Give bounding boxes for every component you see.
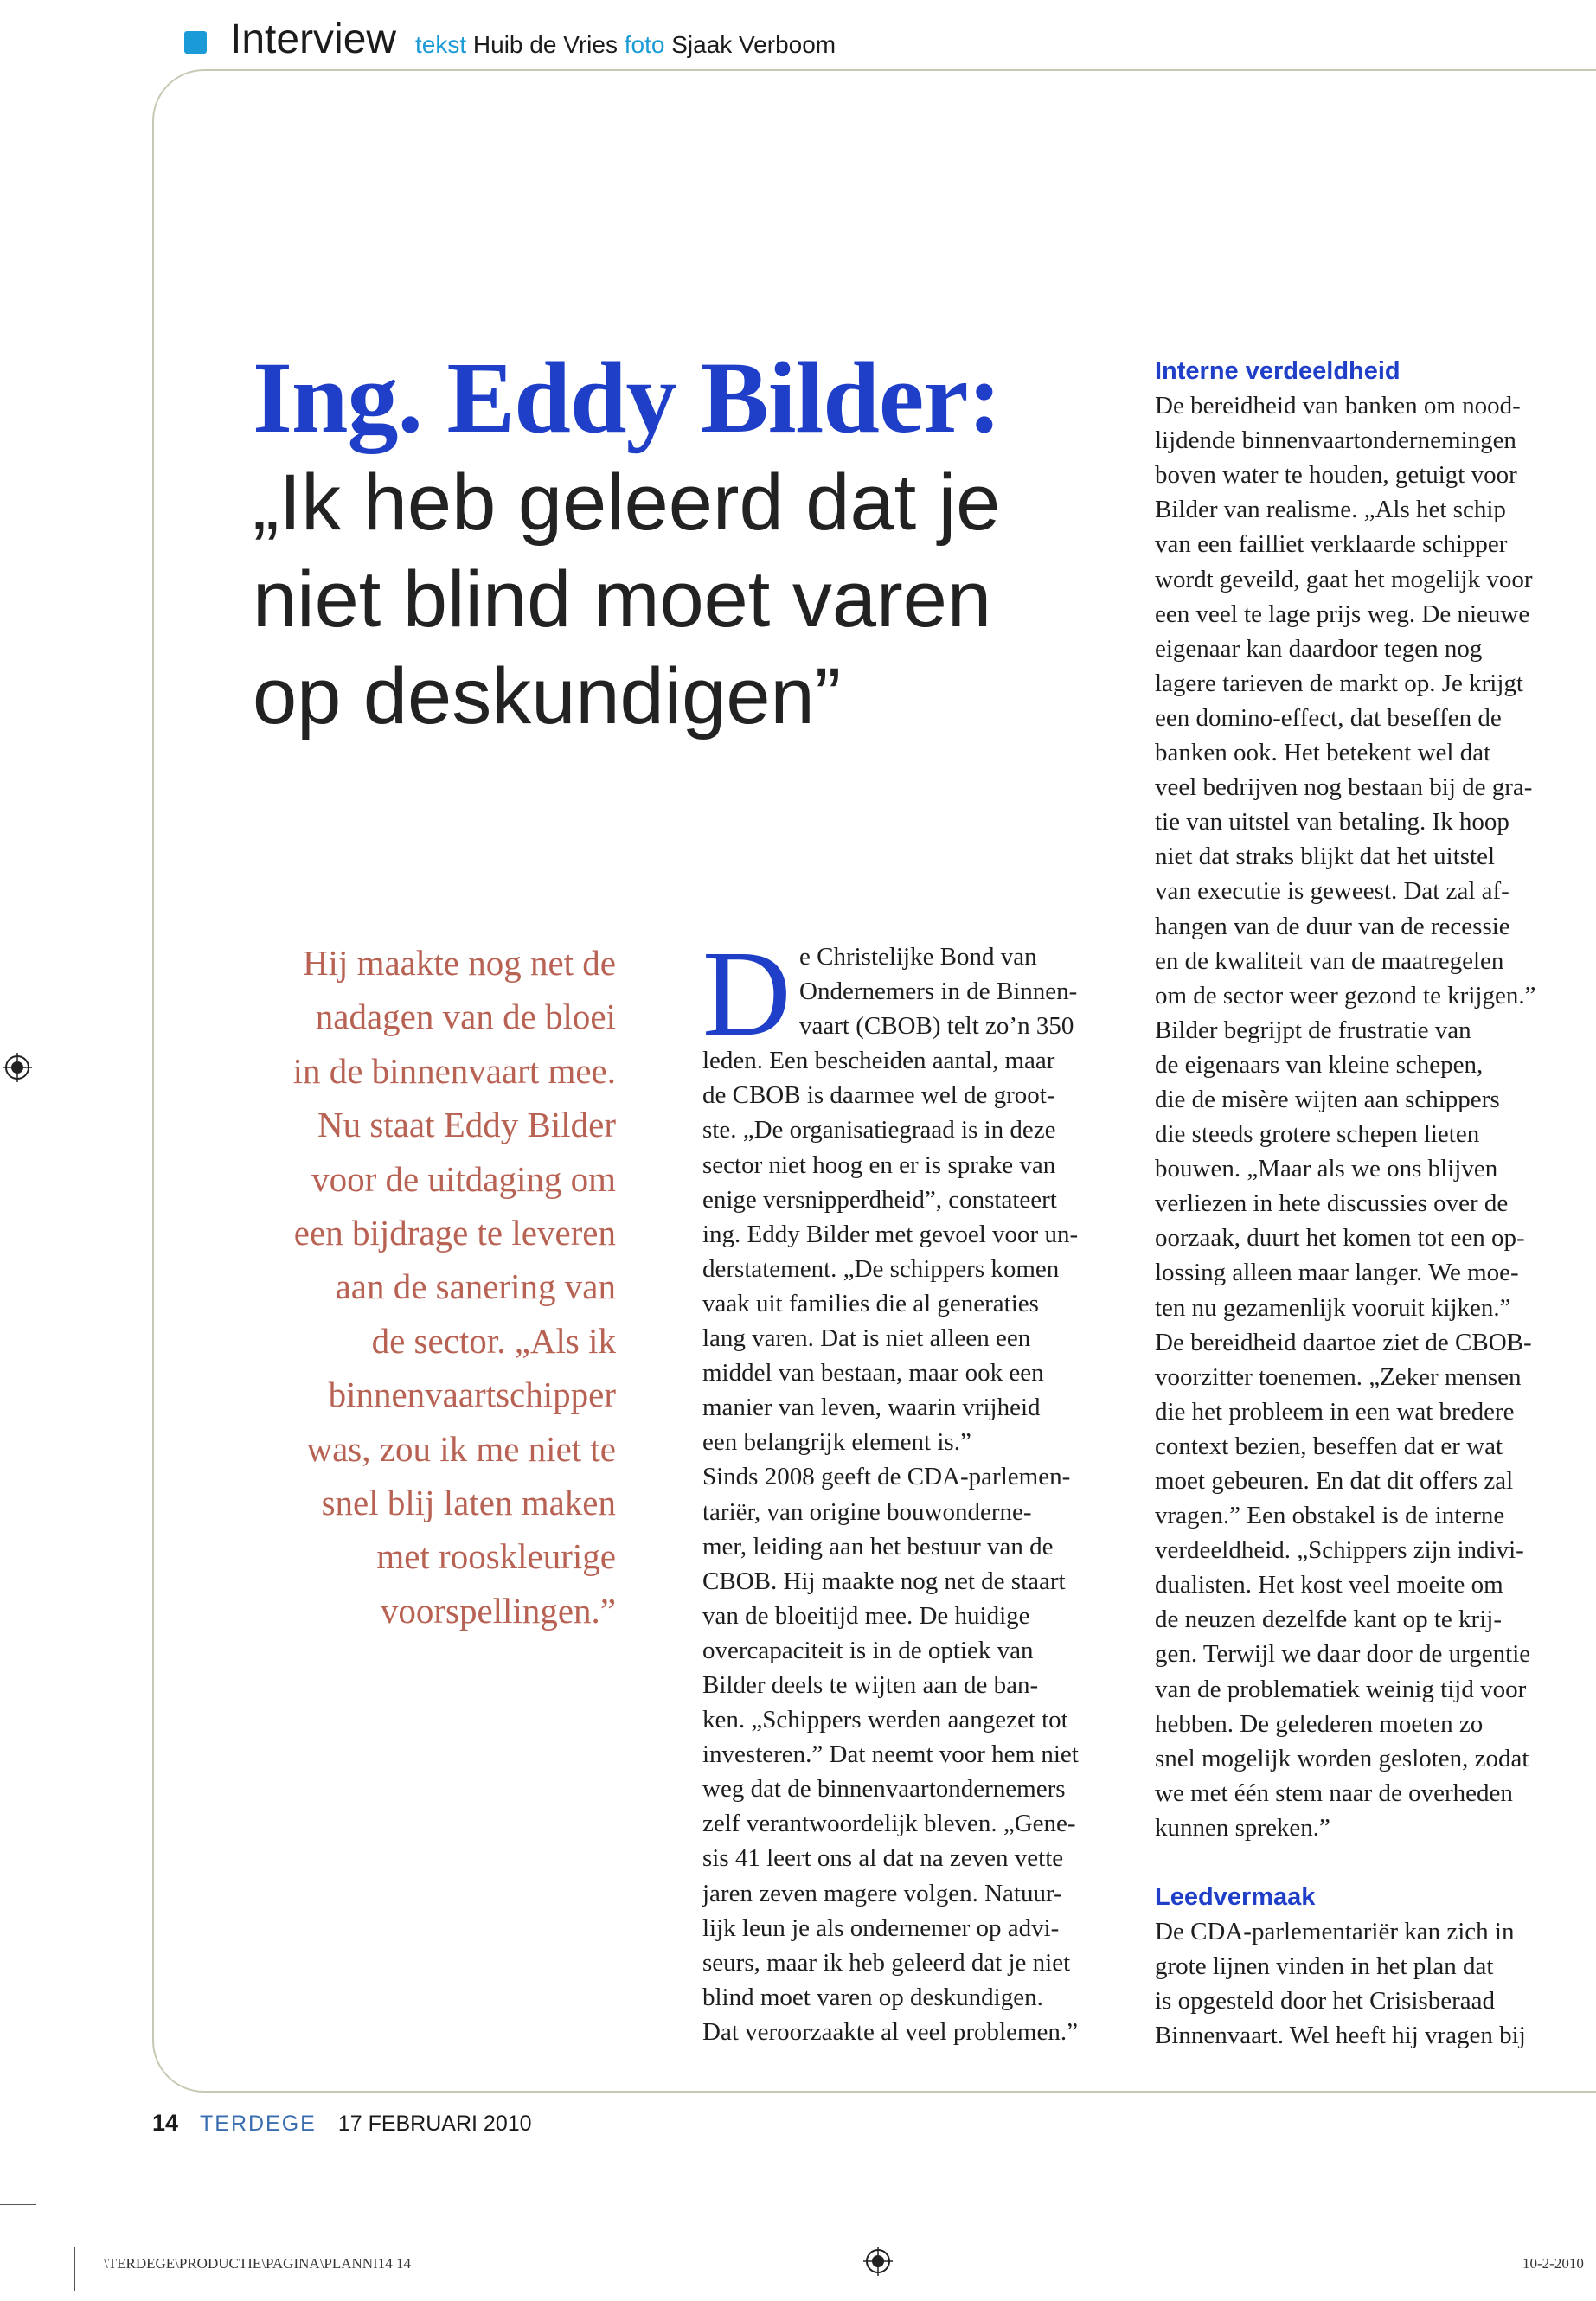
- body-line: een belangrijk element is.”: [702, 1428, 971, 1457]
- page-number: 14: [152, 2110, 179, 2136]
- credit-photo-name: Sjaak Verboom: [671, 31, 836, 58]
- body-line: Binnenvaart. Wel heeft hij vragen bij: [1155, 2022, 1526, 2050]
- body-line: oorzaak, duurt het komen tot een op-: [1155, 1224, 1525, 1253]
- body-line: dualisten. Het kost veel moeite om: [1155, 1571, 1503, 1599]
- body-column-1: [702, 925, 1126, 2049]
- article-subtitle: [253, 454, 1031, 745]
- registration-mark-icon: [3, 1053, 32, 1082]
- body-line: lijdende binnenvaartondernemingen: [1155, 426, 1516, 455]
- body-line: Ondernemers in de Binnen-: [799, 977, 1078, 1006]
- subtitle-line: op deskundigen”: [253, 652, 842, 740]
- section-marker-square: [184, 31, 207, 54]
- body-line: lagere tarieven de markt op. Je krijgt: [1155, 669, 1523, 697]
- body-line: lang varen. Dat is niet alleen een: [702, 1324, 1031, 1353]
- pull-quote-line: Hij maakte nog net de: [302, 943, 616, 983]
- pull-quote-line: de sector. „Als ik: [371, 1320, 616, 1361]
- pull-quote-line: snel blij laten maken: [321, 1483, 616, 1523]
- pull-quote-line: met rooskleurige: [376, 1536, 616, 1577]
- body-line: jaren zeven magere volgen. Natuur-: [702, 1879, 1062, 1907]
- body-line: we met één stem naar de overheden: [1155, 1779, 1513, 1807]
- pull-quote-line: een bijdrage te leveren: [293, 1213, 616, 1253]
- body-line: ing. Eddy Bilder met gevoel voor un-: [702, 1220, 1079, 1248]
- pull-quote-line: voorspellingen.”: [380, 1590, 616, 1631]
- body-line: bouwen. „Maar als we ons blijven: [1155, 1155, 1498, 1183]
- body-line: CBOB. Hij maakte nog net de staart: [702, 1567, 1066, 1595]
- body-line: middel van bestaan, maar ook een: [702, 1359, 1044, 1388]
- body-line: banken ook. Het betekent wel dat: [1155, 739, 1491, 767]
- body-line: boven water te houden, getuigt voor: [1155, 461, 1517, 490]
- body-line: weg dat de binnenvaartondernemers: [702, 1775, 1066, 1804]
- body-line: seurs, maar ik heb geleerd dat je niet: [702, 1948, 1071, 1977]
- body-line: moet gebeuren. En dat dit offers zal: [1155, 1467, 1514, 1495]
- body-line: is opgesteld door het Crisisberaad: [1155, 1987, 1496, 2016]
- body-line: die steeds grotere schepen lieten: [1155, 1120, 1480, 1149]
- body-line: die het probleem in een wat bredere: [1155, 1397, 1515, 1426]
- body-line: tie van uitstel van betaling. Ik hoop: [1155, 808, 1509, 836]
- body-line: context bezien, beseffen dat er wat: [1155, 1432, 1503, 1460]
- pull-quote-line: voor de uitdaging om: [311, 1158, 616, 1199]
- body-line: Sinds 2008 geeft de CDA-parlemen-: [702, 1463, 1071, 1491]
- body-line: kunnen spreken.”: [1155, 1813, 1330, 1842]
- registration-mark-icon: [863, 2247, 893, 2276]
- body-line: hangen van de duur van de recessie: [1155, 912, 1510, 940]
- body-line: snel mogelijk worden gesloten, zodat: [1155, 1744, 1529, 1772]
- body-line: manier van leven, waarin vrijheid: [702, 1394, 1041, 1422]
- body-line: ste. „De organisatiegraad is in deze: [702, 1116, 1056, 1144]
- body-line: de neuzen dezelfde kant op te krij-: [1155, 1606, 1502, 1634]
- body-line: die de misère wijten aan schippers: [1155, 1085, 1500, 1113]
- body-line: van executie is geweest. Dat zal af-: [1155, 877, 1509, 906]
- body-line: tariër, van origine bouwonderne-: [702, 1497, 1032, 1526]
- body-line: de eigenaars van kleine schepen,: [1155, 1050, 1484, 1079]
- pull-quote-line: in de binnenvaart mee.: [292, 1050, 616, 1091]
- body-line: veel bedrijven nog bestaan bij de gra-: [1155, 773, 1533, 802]
- body-line: verdeeldheid. „Schippers zijn indivi-: [1155, 1536, 1524, 1565]
- body-line: de CBOB is daarmee wel de groot-: [702, 1081, 1055, 1110]
- magazine-name: TERDEGE: [200, 2112, 317, 2136]
- body-line: een veel te lage prijs weg. De nieuwe: [1155, 599, 1530, 628]
- body-line: ten nu gezamenlijk vooruit kijken.”: [1155, 1293, 1511, 1322]
- body-line: van een failliet verklaarde schipper: [1155, 530, 1508, 559]
- body-line: sector niet hoog en er is sprake van: [702, 1150, 1056, 1179]
- body-line: voorzitter toenemen. „Zeker mensen: [1155, 1362, 1522, 1391]
- body-line: niet dat straks blijkt dat het uitstel: [1155, 843, 1496, 871]
- pull-quote-line: Nu staat Eddy Bilder: [317, 1105, 616, 1145]
- body-column-2: [1155, 354, 1587, 2054]
- subheading-interne-verdeeldheid: Interne verdeeldheid: [1155, 357, 1401, 385]
- body-line: Bilder deels te wijten aan de ban-: [702, 1670, 1039, 1699]
- body-line: en de kwaliteit van de maatregelen: [1155, 946, 1504, 975]
- article-title: Ing. Eddy Bilder:: [253, 341, 1001, 454]
- body-line: De CDA-parlementariër kan zich in: [1155, 1918, 1515, 1946]
- body-line: grote lijnen vinden in het plan dat: [1155, 1952, 1494, 1981]
- body-line: overcapaciteit is in de optiek van: [702, 1636, 1034, 1664]
- print-slug-path: \TERDEGE\PRODUCTIE\PAGINA\PLANNI14 14: [104, 2255, 411, 2272]
- body-line: lossing alleen maar langer. We moe-: [1155, 1259, 1519, 1287]
- body-line: investeren.” Dat neemt voor hem niet: [702, 1740, 1079, 1769]
- crop-mark: [0, 2204, 36, 2205]
- pull-quote-line: was, zou ik me niet te: [306, 1428, 616, 1469]
- print-slug-date: 10-2-2010: [1522, 2255, 1584, 2272]
- body-line: De bereidheid van banken om nood-: [1155, 392, 1521, 420]
- body-line: vaak uit families die al generaties: [702, 1289, 1039, 1317]
- body-line: De bereidheid daartoe ziet de CBOB-: [1155, 1328, 1532, 1356]
- pull-quote-line: binnenvaartschipper: [328, 1375, 616, 1415]
- body-line: hebben. De gelederen moeten zo: [1155, 1709, 1484, 1738]
- pull-quote-line: aan de sanering van: [335, 1266, 616, 1307]
- crop-mark: [74, 2247, 75, 2291]
- body-line: Bilder begrijpt de frustratie van: [1155, 1016, 1471, 1044]
- body-line: eigenaar kan daardoor tegen nog: [1155, 634, 1483, 663]
- section-label: Interview: [230, 16, 397, 62]
- body-line: vragen.” Een obstakel is de interne: [1155, 1502, 1505, 1530]
- body-line: om de sector weer gezond te krijgen.”: [1155, 981, 1536, 1009]
- body-line: een domino-effect, dat beseffen de: [1155, 703, 1502, 732]
- pull-quote: [251, 936, 616, 1638]
- body-line: vaart (CBOB) telt zo’n 350: [799, 1012, 1074, 1041]
- body-line: van de bloeitijd mee. De huidige: [702, 1601, 1030, 1630]
- issue-date: 17 FEBRUARI 2010: [337, 2112, 532, 2136]
- credits-line: [415, 29, 836, 61]
- credit-text-name: Huib de Vries: [472, 31, 618, 58]
- body-line: enige versnipperdheid”, constateert: [702, 1185, 1057, 1214]
- body-line: derstatement. „De schippers komen: [702, 1254, 1060, 1283]
- page-footer: [152, 2108, 532, 2138]
- body-line: lijk leun je als ondernemer op advi-: [702, 1913, 1060, 1942]
- body-line: ken. „Schippers werden aangezet tot: [702, 1706, 1068, 1734]
- body-line: van de problematiek weinig tijd voor: [1155, 1675, 1527, 1703]
- body-line: gen. Terwijl we daar door de urgentie: [1155, 1640, 1531, 1669]
- body-line: Dat veroorzaakte al veel problemen.”: [702, 2017, 1078, 2046]
- credit-photo-label: foto: [624, 31, 665, 58]
- body-line: sis 41 leert ons al dat na zeven vette: [702, 1844, 1064, 1873]
- body-line: mer, leiding aan het bestuur van de: [702, 1532, 1054, 1561]
- pull-quote-line: nadagen van de bloei: [315, 997, 616, 1037]
- subtitle-line: „Ik heb geleerd dat je: [253, 458, 1001, 547]
- subtitle-line: niet blind moet varen: [253, 555, 992, 644]
- subheading-leedvermaak: Leedvermaak: [1155, 1883, 1316, 1912]
- body-line: blind moet varen op deskundigen.: [702, 1983, 1043, 2011]
- body-line: e Christelijke Bond van: [799, 943, 1037, 971]
- body-line: zelf verantwoordelijk bleven. „Gene-: [702, 1810, 1076, 1838]
- body-line: Bilder van realisme. „Als het schip: [1155, 496, 1506, 524]
- body-line: verliezen in hete discussies over de: [1155, 1189, 1509, 1218]
- credit-text-label: tekst: [415, 31, 467, 58]
- body-line: leden. Een bescheiden aantal, maar: [702, 1047, 1055, 1075]
- drop-cap: D: [702, 925, 792, 1061]
- body-line: wordt geveild, gaat het mogelijk voor: [1155, 565, 1533, 593]
